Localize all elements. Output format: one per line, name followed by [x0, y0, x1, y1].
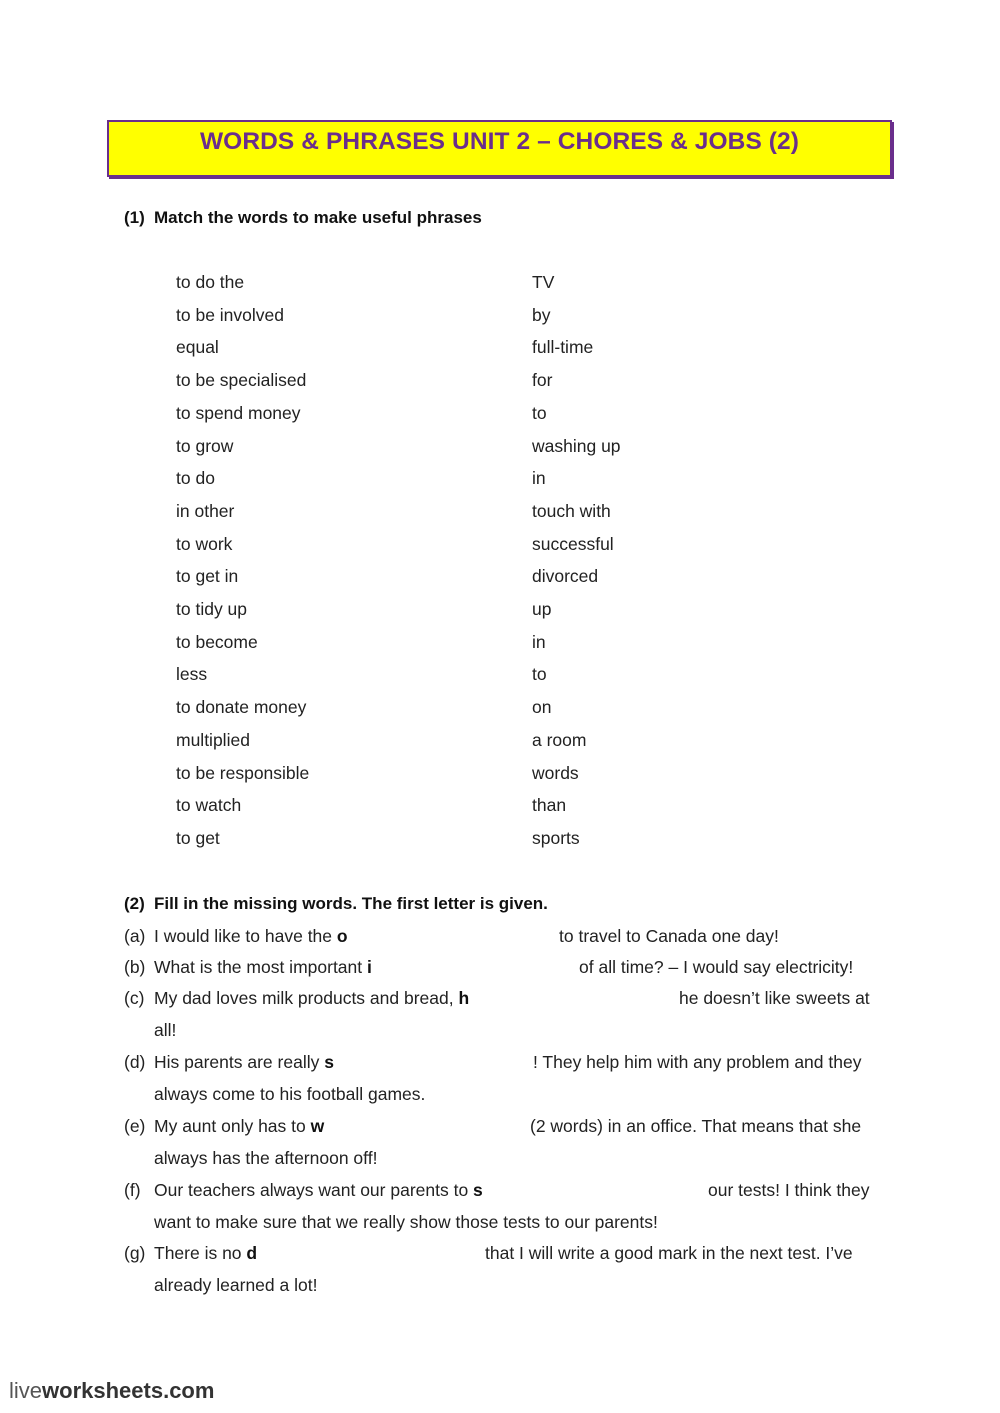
given-first-letter: h [458, 988, 470, 1008]
section2-heading-text: Fill in the missing words. The first letter is given. [154, 894, 548, 913]
footer-brand [9, 1378, 214, 1404]
question-text-continued: want to make sure that we really show those tests to our parents! [154, 1212, 658, 1232]
match-left-item: to get in [176, 566, 239, 587]
match-left-item: to tidy up [176, 599, 248, 619]
match-left-item: to grow [176, 435, 234, 456]
match-left-item: to donate money [176, 697, 307, 718]
section2-number: (2) [124, 894, 145, 913]
question-label: (c) [124, 988, 145, 1008]
match-right-item: divorced [532, 566, 599, 587]
question-label: (a) [124, 926, 146, 946]
match-left-item: in other [176, 500, 235, 521]
question-text [154, 926, 348, 947]
footer-brand-light: live [9, 1378, 43, 1403]
match-left-item: multiplied [176, 729, 250, 750]
match-right-item: than [532, 795, 567, 816]
section2-heading [124, 894, 548, 914]
section1-heading [124, 208, 482, 228]
question-text-continued: all! [154, 1020, 177, 1040]
match-right-item: TV [532, 272, 555, 292]
answer-blank[interactable] [330, 1116, 524, 1138]
match-right-item: sports [532, 827, 580, 848]
given-first-letter: d [246, 1243, 258, 1263]
title-banner [107, 120, 892, 177]
question-text-after: our tests! I think they [708, 1180, 870, 1200]
question-text-before: His parents are really [154, 1052, 325, 1072]
answer-blank[interactable] [354, 926, 553, 948]
answer-blank[interactable] [263, 1243, 479, 1265]
match-left-item: to get [176, 827, 220, 848]
match-left-item: to work [176, 533, 233, 554]
match-left-item: equal [176, 337, 219, 358]
question-text-after: that I will write a good mark in the next test. I’ve [485, 1243, 853, 1263]
question-text-continued: always come to his football games. [154, 1084, 426, 1104]
question-label: (b) [124, 957, 146, 977]
question-text-after: of all time? – I would say electricity! [579, 957, 854, 977]
question-text-after: he doesn’t like sweets at [679, 988, 870, 1008]
match-right-item: a room [532, 729, 587, 750]
match-left-item: to watch [176, 795, 242, 816]
question-text-before: I would like to have the [154, 926, 337, 946]
answer-blank[interactable] [475, 988, 673, 1010]
question-label: (f) [124, 1180, 141, 1200]
question-text-before: Our teachers always want our parents to [154, 1180, 474, 1200]
match-left-item: to do the [176, 272, 245, 292]
match-right-item: full-time [532, 337, 594, 358]
match-right-item: words [532, 762, 579, 783]
question-text [154, 1243, 257, 1264]
page-title: WORDS & PHRASES UNIT 2 – CHORES & JOBS (2) [199, 127, 800, 155]
question-text [154, 1052, 334, 1073]
match-right-item: to [532, 402, 547, 423]
question-label: (e) [124, 1116, 146, 1136]
question-text [154, 1180, 483, 1201]
question-text-before: What is the most important [154, 957, 367, 977]
given-first-letter: o [336, 926, 348, 946]
given-first-letter: w [310, 1116, 325, 1136]
match-right-item: in [532, 631, 546, 652]
footer-brand-bold: worksheets [42, 1378, 164, 1403]
match-right-item: in [532, 468, 546, 489]
question-text [154, 957, 372, 978]
match-left-item: to be responsible [176, 762, 310, 783]
question-text-after: to travel to Canada one day! [559, 926, 779, 946]
question-text-continued: always has the afternoon off! [154, 1148, 378, 1168]
answer-blank[interactable] [340, 1052, 527, 1074]
match-right-item: washing up [532, 435, 621, 456]
given-first-letter: s [324, 1052, 334, 1072]
footer-brand-suffix: .com [163, 1378, 215, 1403]
match-right-item: for [532, 370, 553, 391]
match-left-item: to be specialised [176, 370, 307, 391]
question-text-after: (2 words) in an office. That means that she [530, 1116, 862, 1136]
match-right-item: on [532, 697, 552, 718]
match-right-item: by [532, 304, 551, 325]
match-left-item: to be involved [176, 304, 284, 325]
question-text-before: There is no [154, 1243, 247, 1263]
answer-blank[interactable] [489, 1180, 702, 1202]
match-right-item: to [532, 664, 547, 685]
question-label: (d) [124, 1052, 146, 1072]
section1-heading-text: Match the words to make useful phrases [154, 208, 482, 227]
match-left-item: to spend money [176, 402, 301, 423]
section1-number: (1) [124, 208, 145, 227]
match-left-item: less [176, 664, 208, 685]
question-text-after: ! They help him with any problem and they [533, 1052, 862, 1072]
match-right-item: touch with [532, 500, 611, 521]
match-left-item: to become [176, 631, 258, 652]
given-first-letter: s [473, 1180, 483, 1200]
question-text-before: My dad loves milk products and bread, [154, 988, 459, 1008]
match-left-item: to do [176, 468, 215, 489]
given-first-letter: i [367, 957, 372, 977]
question-text [154, 1116, 324, 1137]
match-right-item: successful [532, 533, 614, 554]
answer-blank[interactable] [378, 957, 573, 979]
question-text [154, 988, 469, 1009]
question-text-before: My aunt only has to [154, 1116, 311, 1136]
question-label: (g) [124, 1243, 146, 1263]
question-text-continued: already learned a lot! [154, 1275, 318, 1295]
match-right-item: up [532, 599, 552, 619]
